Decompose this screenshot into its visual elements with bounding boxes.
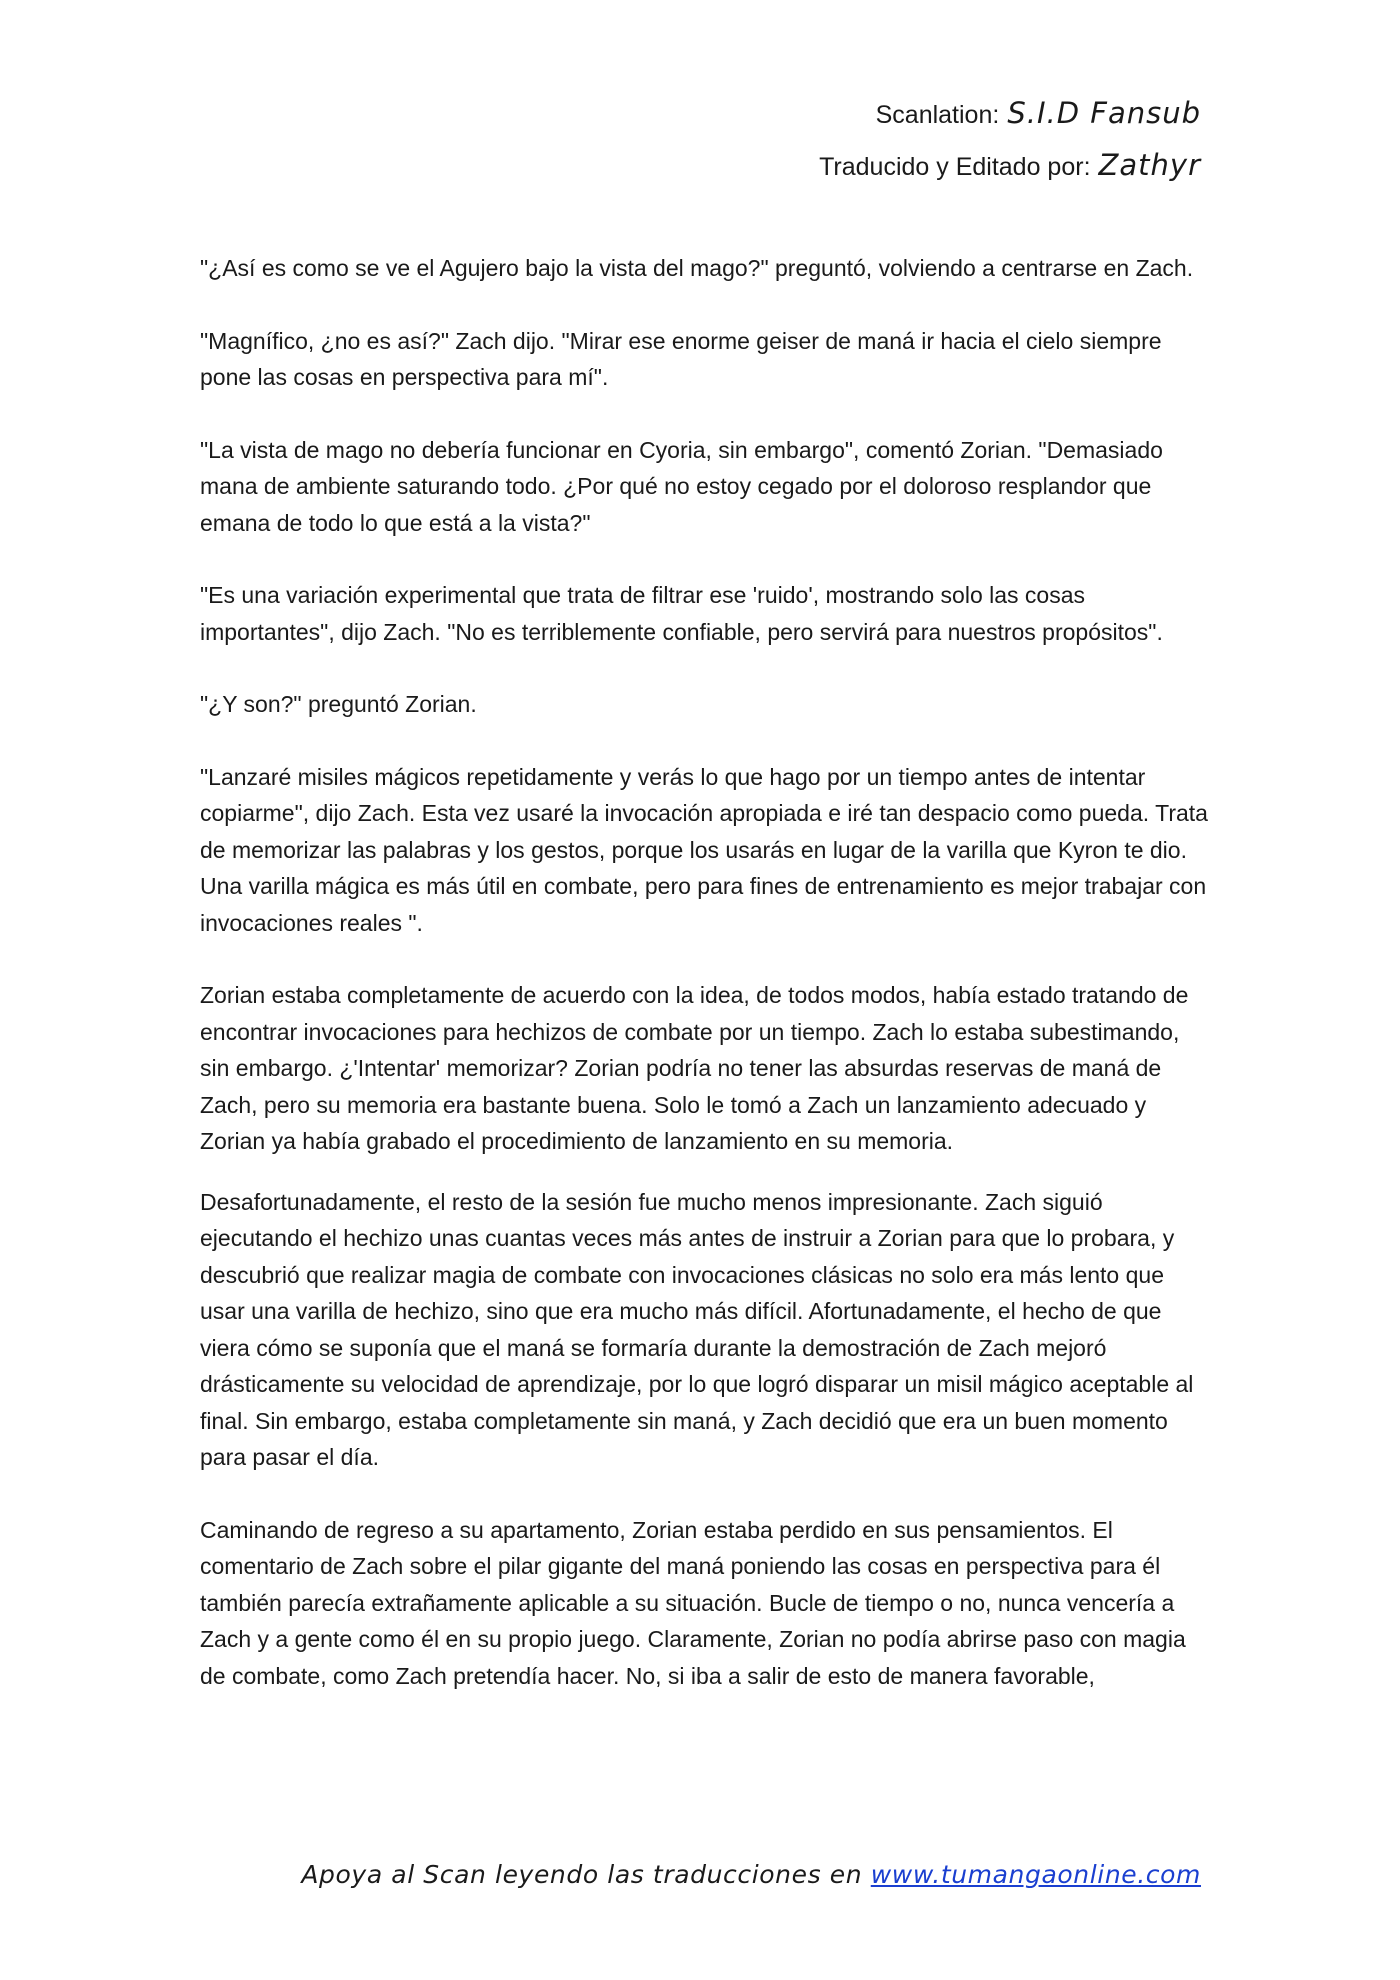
paragraph-2: "Magnífico, ¿no es así?" Zach dijo. "Mirar ese enorme geiser de maná ir hacia el cielo siempre pone las cosas en perspectiva para mí". bbox=[200, 327, 1162, 390]
translator-name: Zathyr bbox=[1098, 148, 1201, 182]
scanlation-group-name: S.I.D Fansub bbox=[1007, 96, 1201, 130]
paragraph-1: "¿Así es como se ve el Agujero bajo la vista del mago?" preguntó, volviendo a centrarse en Zach. bbox=[200, 255, 1194, 281]
paragraph-5: "¿Y son?" preguntó Zorian. bbox=[200, 691, 477, 717]
paragraph-4: "Es una variación experimental que trata de filtrar ese 'ruido', mostrando solo las cosas importantes", dijo Zach. "No es terriblemente confiable, pero servirá para nuestros propósitos". bbox=[200, 582, 1163, 645]
paragraph-6: "Lanzaré misiles mágicos repetidamente y verás lo que hago por un tiempo antes de intentar copiarme", dijo Zach. Esta vez usaré la invocación apropiada e iré tan despacio como pueda. Trata de memorizar las palabras y los gestos, porque los usarás en lugar de la varilla que Kyron te dio. Una varilla mágica es más útil en combate, pero para fines de entrenamiento es mejor trabajar con invocaciones reales ". bbox=[200, 763, 1208, 936]
translator-credit bbox=[819, 140, 1201, 192]
paragraph-8: Desafortunadamente, el resto de la sesión fue mucho menos impresionante. Zach siguió ejecutando el hechizo unas cuantas veces más antes de instruir a Zorian para que lo probara, y descubrió que realizar magia de combate con invocaciones clásicas no solo era más lento que usar una varilla de hechizo, sino que era mucho más difícil. Afortunadamente, el hecho de que viera cómo se suponía que el maná se formaría durante la demostración de Zach mejoró drásticamente su velocidad de aprendizaje, por lo que logró disparar un misil mágico aceptable al final. Sin embargo, estaba completamente sin maná, y Zach decidió que era un buen momento para pasar el día. bbox=[200, 1188, 1194, 1470]
credits-header bbox=[819, 88, 1201, 192]
paragraph-9: Caminando de regreso a su apartamento, Zorian estaba perdido en sus pensamientos. El comentario de Zach sobre el pilar gigante del maná poniendo las cosas en perspectiva para él también parecía extrañamente aplicable a su situación. Bucle de tiempo o no, nunca vencería a Zach y a gente como él en su propio juego. Claramente, Zorian no podía abrirse paso con magia de combate, como Zach pretendía hacer. No, si iba a salir de esto de manera favorable, bbox=[200, 1516, 1186, 1689]
footer-promo bbox=[301, 1860, 1201, 1889]
paragraph-7: Zorian estaba completamente de acuerdo con la idea, de todos modos, había estado tratando de encontrar invocaciones para hechizos de combate por un tiempo. Zach lo estaba subestimando, sin embargo. ¿'Intentar' memorizar? Zorian podría no tener las absurdas reservas de maná de Zach, pero su memoria era bastante buena. Solo le tomó a Zach un lanzamiento adecuado y Zorian ya había grabado el procedimiento de lanzamiento en su memoria. bbox=[200, 982, 1189, 1154]
footer-text: Apoya al Scan leyendo las traducciones en bbox=[301, 1860, 863, 1889]
translator-label: Traducido y Editado por: bbox=[819, 153, 1091, 181]
footer-link[interactable]: www.tumangaonline.com bbox=[870, 1860, 1201, 1889]
paragraph-3: "La vista de mago no debería funcionar en Cyoria, sin embargo", comentó Zorian. "Demasiado mana de ambiente saturando todo. ¿Por qué no estoy cegado por el doloroso resplandor que emana de todo lo que está a la vista?" bbox=[200, 436, 1163, 536]
scanlation-label: Scanlation: bbox=[875, 101, 1000, 129]
scanlation-credit bbox=[819, 88, 1201, 140]
document-body bbox=[200, 250, 1210, 1730]
